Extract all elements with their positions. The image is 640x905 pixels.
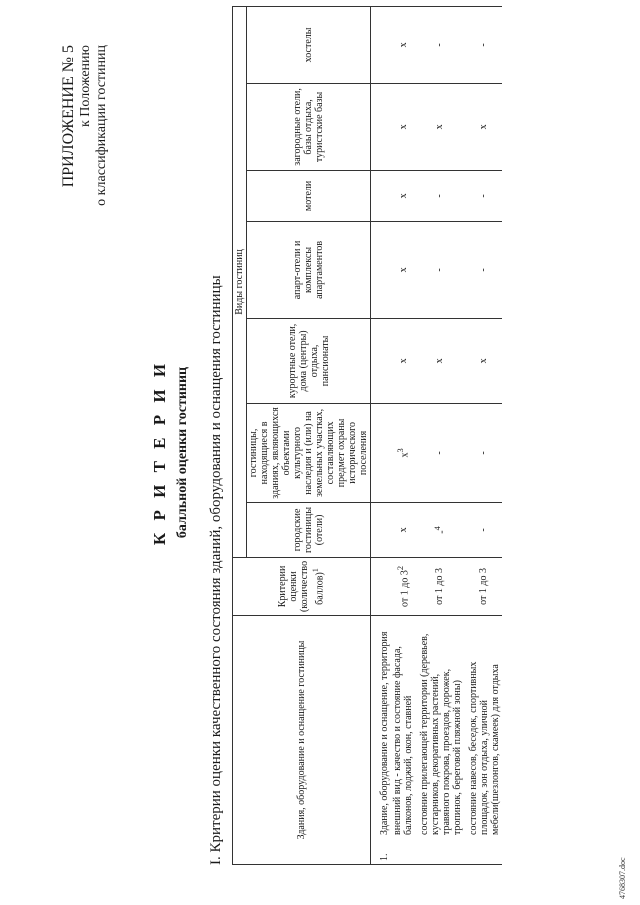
mark-cell: - (464, 403, 502, 502)
mark-cell: х (464, 83, 502, 170)
document-subtitle: балльной оценки гостиниц (175, 366, 190, 539)
section-row (371, 6, 392, 864)
table-row (464, 6, 502, 864)
criteria-table (232, 6, 502, 865)
mark-cell: - (464, 221, 502, 318)
mark-cell: $х^3$ (391, 403, 415, 502)
row-score: от 1 до 3 (415, 557, 464, 615)
mark-cell: х (391, 221, 415, 318)
header-type-hostels: хостелы (247, 6, 371, 83)
mark-cell: - (464, 502, 502, 557)
row-score: от 1 до $3^2$ (391, 557, 415, 615)
header-type-city-hotels: городские гостиницы (отели) (247, 502, 371, 557)
mark-cell: х (391, 502, 415, 557)
header-criteria: Критерии оценки (количество баллов)$^1$ (233, 557, 371, 615)
section-label: Здание, оборудование и оснащение, территория (379, 631, 390, 835)
mark-cell: - (415, 221, 464, 318)
section-title: I. Критерии оценки качественного состояния зданий, оборудования и оснащения гостиницы (208, 275, 224, 865)
mark-cell: - (464, 170, 502, 221)
mark-cell: х (464, 318, 502, 403)
document-title: К Р И Т Е Р И И (150, 359, 169, 546)
table-row (415, 6, 464, 864)
row-text: состояние прилегающей территории (деревьев, кустарников, декоративных растений, травяного покрова, проездов, дорожек, тропинок, береговой пляжной зоны) (419, 633, 463, 835)
mark-cell: х (391, 170, 415, 221)
appendix-number: ПРИЛОЖЕНИЕ № 5 (60, 45, 77, 188)
header-type-motels: мотели (247, 170, 371, 221)
section-number: 1. (379, 853, 390, 861)
appendix-regulation: о классификации гостиниц (94, 45, 109, 206)
mark-cell: х (391, 83, 415, 170)
mark-cell: х (391, 318, 415, 403)
table-row (391, 6, 415, 864)
mark-cell: - (464, 6, 502, 83)
mark-cell: х (415, 318, 464, 403)
row-text: состояние навесов, беседок, спортивных площадок, зон отдыха, уличной мебели(шезлонгов, скамеек) для отдыха (468, 661, 501, 835)
mark-cell: - (415, 6, 464, 83)
row-score: от 1 до 3 (464, 557, 502, 615)
mark-cell: х (391, 6, 415, 83)
appendix-reference: к Положению (78, 45, 93, 128)
row-text: внешний вид - качество и состояние фасада, балконов, лоджий, окон, ставней (392, 646, 414, 835)
mark-cell: х (415, 83, 464, 170)
mark-cell: - (415, 403, 464, 502)
header-hotel-types-group: Виды гостиниц (233, 6, 247, 557)
mark-cell: - (415, 170, 464, 221)
header-type-resort-hotels: курортные отели, дома (центры) отдыха, пансионаты (247, 318, 371, 403)
header-type-country-hotels: загородные отели, базы отдыха, туристские базы (247, 83, 371, 170)
header-type-apart-hotels: апарт-отели и комплексы апартаментов (247, 221, 371, 318)
header-type-heritage-hotels: гостиницы, находящиеся в зданиях, являющихся объектами культурного наследия и (или) на земельных участках, составляющих предмет охраны исторического поселения (247, 403, 371, 502)
mark-cell: -$^4$ (415, 502, 464, 557)
header-subject: Здания, оборудование и оснащение гостиницы (233, 616, 371, 865)
appendix-header (60, 45, 110, 255)
file-code: 4768307.doc (618, 857, 627, 899)
